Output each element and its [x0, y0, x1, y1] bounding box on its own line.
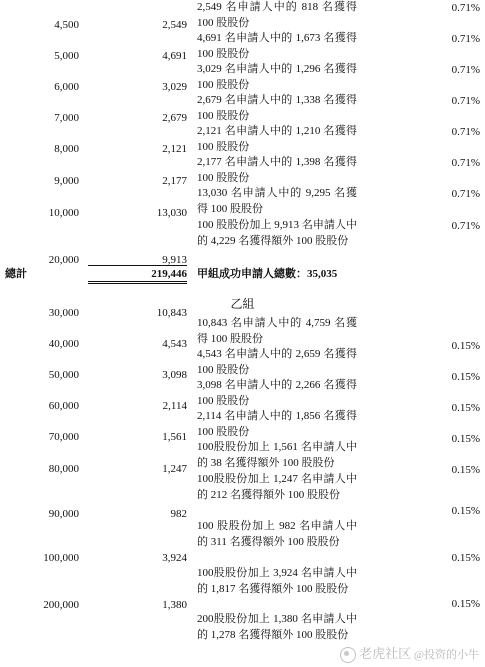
- valid-applications: 3,098: [162, 369, 187, 381]
- allotment-basis: 2,549 名申請人中的 818 名獲得 100 股股份: [197, 1, 357, 29]
- allotment-basis: 2,679 名申請人中的 1,338 名獲得 100 股股份: [197, 94, 357, 122]
- shares-applied: 200,000: [43, 599, 79, 611]
- total-applications: 219,446: [151, 268, 187, 280]
- watermark: [340, 646, 479, 664]
- shares-applied: 9,000: [54, 175, 79, 187]
- allotment-basis: 100股股份加上 1,561 名申請人中的 38 名獲得額外 100 股股份: [197, 441, 357, 469]
- allotment-basis: 2,114 名申請人中的 1,856 名獲得 100 股股份: [197, 410, 357, 438]
- allotment-percentage: 0.71%: [451, 220, 480, 232]
- valid-applications: 2,177: [162, 175, 187, 187]
- valid-applications: 2,114: [162, 400, 187, 412]
- shares-applied: 50,000: [48, 369, 79, 381]
- shares-applied: 7,000: [54, 112, 79, 124]
- valid-applications: 3,924: [162, 552, 187, 564]
- allotment-percentage: 0.15%: [451, 402, 480, 414]
- valid-applications: 13,030: [156, 207, 187, 219]
- allotment-basis: 4,691 名申請人中的 1,673 名獲得 100 股股份: [197, 32, 357, 60]
- valid-applications: 10,843: [156, 307, 187, 319]
- allotment-percentage: 0.15%: [451, 340, 480, 352]
- allotment-basis: 3,029 名申請人中的 1,296 名獲得 100 股股份: [197, 63, 357, 91]
- valid-applications: 4,543: [162, 338, 187, 350]
- shares-applied: 100,000: [43, 552, 79, 564]
- watermark-sub: @投资的小牛: [413, 648, 479, 661]
- shares-applied: 5,000: [54, 50, 79, 62]
- allotment-percentage: 0.15%: [451, 505, 480, 517]
- subtotal-rule: [88, 265, 187, 266]
- allotment-basis: 100 股股份加上 9,913 名申請人中的 4,229 名獲得額外 100 股股份: [197, 219, 357, 247]
- allotment-percentage: 0.71%: [451, 126, 480, 138]
- shares-applied: 10,000: [48, 207, 79, 219]
- valid-applications: 982: [170, 508, 187, 520]
- tiger-logo-icon: [340, 647, 356, 663]
- group-b-title-text: 乙組: [230, 297, 255, 311]
- shares-applied: 8,000: [54, 143, 79, 155]
- allotment-basis: 10,843 名申請人中的 4,759 名獲得 100 股股份: [197, 317, 357, 345]
- allotment-basis: 2,177 名申請人中的 1,398 名獲得 100 股股份: [197, 156, 357, 184]
- shares-applied: 80,000: [48, 463, 79, 475]
- watermark-main: 老虎社区: [359, 645, 412, 661]
- valid-applications: 3,029: [162, 81, 187, 93]
- shares-applied: 30,000: [48, 307, 79, 319]
- valid-applications: 1,247: [162, 463, 187, 475]
- valid-applications: 1,380: [162, 599, 187, 611]
- allotment-percentage: 0.15%: [451, 598, 480, 610]
- shares-applied: 4,500: [54, 19, 79, 31]
- allotment-basis: 200股股份加上 1,380 名申請人中的 1,278 名獲得額外 100 股股份: [197, 613, 357, 641]
- valid-applications: 1,561: [162, 431, 187, 443]
- allotment-percentage: 0.15%: [451, 371, 480, 383]
- allotment-percentage: 0.15%: [451, 433, 480, 445]
- shares-applied: 6,000: [54, 81, 79, 93]
- allotment-percentage: 0.71%: [451, 64, 480, 76]
- shares-applied: 40,000: [48, 338, 79, 350]
- total-double-rule: [88, 281, 187, 284]
- successful-applicants-total: 甲組成功申請人總數：35,035: [197, 268, 338, 280]
- allotment-percentage: 0.71%: [451, 188, 480, 200]
- allotment-percentage: 0.71%: [451, 2, 480, 14]
- allotment-basis: 2,121 名申請人中的 1,210 名獲得 100 股股份: [197, 125, 357, 153]
- allotment-basis: 100 股股份加上 982 名申請人中的 311 名獲得額外 100 股股份: [197, 520, 357, 548]
- allotment-basis: 4,543 名申請人中的 2,659 名獲得 100 股股份: [197, 348, 357, 376]
- total-label: 總計: [5, 268, 27, 280]
- allotment-basis: 3,098 名申請人中的 2,266 名獲得 100 股股份: [197, 379, 357, 407]
- allotment-basis: 100股股份加上 3,924 名申請人中的 1,817 名獲得額外 100 股股份: [197, 567, 357, 595]
- valid-applications: 9,913: [162, 254, 187, 266]
- allotment-percentage: 0.15%: [451, 552, 480, 564]
- shares-applied: 60,000: [48, 400, 79, 412]
- allotment-basis: 13,030 名申請人中的 9,295 名獲得 100 股股份: [197, 187, 357, 215]
- allotment-percentage: 0.71%: [451, 157, 480, 169]
- allotment-basis: 100股股份加上 1,247 名申請人中的 212 名獲得額外 100 股股份: [197, 473, 357, 501]
- allotment-percentage: 0.71%: [451, 95, 480, 107]
- shares-applied: 20,000: [48, 254, 79, 266]
- allotment-percentage: 0.15%: [451, 464, 480, 476]
- valid-applications: 2,121: [162, 143, 187, 155]
- allotment-percentage: 0.71%: [451, 33, 480, 45]
- valid-applications: 2,549: [162, 19, 187, 31]
- shares-applied: 70,000: [48, 431, 79, 443]
- valid-applications: 2,679: [162, 112, 187, 124]
- valid-applications: 4,691: [162, 50, 187, 62]
- shares-applied: 90,000: [48, 508, 79, 520]
